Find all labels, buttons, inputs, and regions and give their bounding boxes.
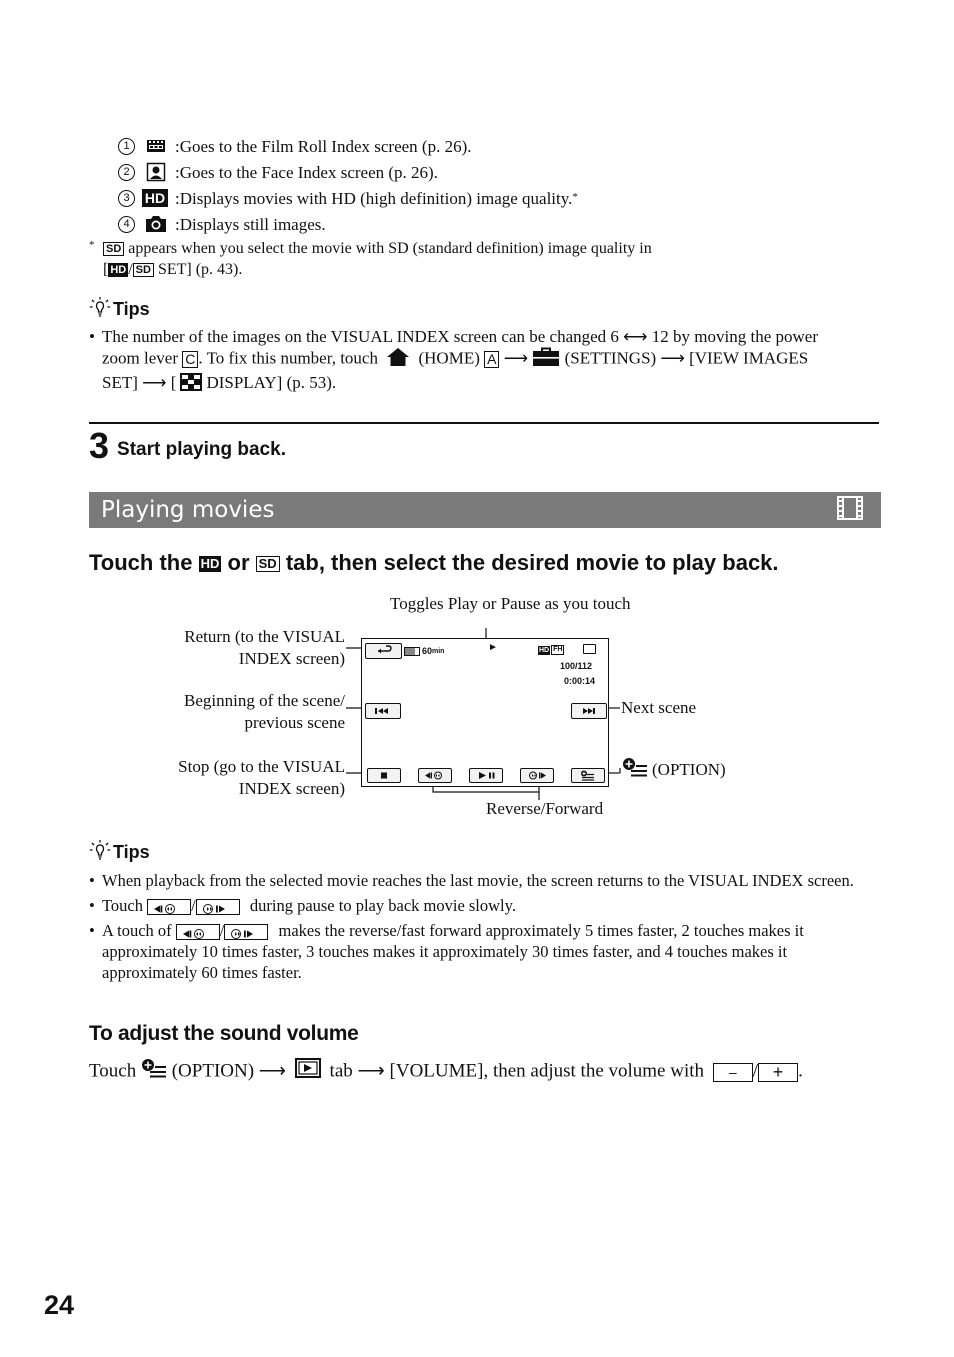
tab-list: [118, 133, 878, 237]
sd-tab-icon: SD: [256, 556, 280, 572]
camera-icon: [141, 215, 171, 233]
instruction-text: or: [227, 550, 250, 575]
item-number: 2: [118, 164, 135, 181]
volume-text: Touch: [89, 1060, 137, 1082]
tip-text: DISPLAY] (p. 53).: [206, 373, 337, 392]
banner-title: Playing movies: [101, 497, 275, 523]
footnote-text: appears when you select the movie with SD (standard definition) image quality in: [128, 240, 652, 257]
sd-icon: SD: [133, 263, 154, 277]
hd-icon: HD: [110, 264, 127, 277]
tab-item-film-roll: [118, 133, 878, 159]
battery-icon: [404, 647, 420, 656]
tips-section: [89, 297, 879, 396]
tab-item-still: [118, 211, 878, 237]
battery-unit: min: [432, 647, 445, 655]
tip-text: makes the reverse/fast forward approximately 5 times faster, 2 touches makes it approximately 10 times faster, 3 touches makes it approximately 30 times faster, and 4 touches makes it approximately 60 times faster.: [102, 921, 804, 982]
fast-reverse-icon: [176, 924, 220, 940]
bracket: [: [103, 261, 109, 278]
tip-text: SET]: [102, 373, 138, 392]
arrow-icon: ⟶: [503, 348, 529, 368]
toolbox-icon: [532, 347, 560, 372]
label-line: Beginning of the scene/: [184, 691, 345, 710]
hd-small-icon: HD: [539, 646, 550, 654]
instruction-heading: [89, 548, 889, 578]
beginning-label: [120, 690, 345, 734]
movie-film-icon: [837, 496, 863, 525]
reverse-forward-label: Reverse/Forward: [486, 799, 604, 818]
footnote-text: SET] (p. 43).: [157, 261, 243, 278]
label-line: Stop (go to the VISUAL: [178, 757, 345, 776]
slow-forward-icon: [196, 899, 240, 915]
tip-text: A touch of: [102, 921, 172, 940]
footnote-mark: *: [89, 239, 95, 251]
instruction-text: Touch the: [89, 550, 193, 575]
tip-text: Touch: [102, 896, 144, 915]
option-label: [622, 757, 726, 783]
lightbulb-icon: [89, 839, 113, 866]
play-status-indicator: ►: [488, 642, 498, 653]
slash: /: [191, 896, 196, 915]
label-line: INDEX screen): [238, 649, 345, 668]
previous-scene-button[interactable]: [365, 703, 401, 719]
step-heading: [89, 425, 286, 466]
arrow-icon: ⟶: [258, 1060, 287, 1082]
tip-item: [89, 920, 879, 983]
double-arrow-icon: ⟷: [623, 327, 648, 346]
checker-grid-icon: [180, 373, 202, 396]
instruction-text: tab, then select the desired movie to play back.: [285, 550, 779, 575]
tip-text: [VIEW IMAGES: [689, 348, 809, 368]
tips-list: [89, 870, 879, 983]
next-scene-label: Next scene: [621, 698, 697, 717]
slash: /: [219, 921, 225, 940]
footnote: [89, 238, 869, 280]
fh-label: FH: [553, 646, 563, 653]
return-button[interactable]: [365, 643, 402, 659]
item-text: :Goes to the Face Index screen (p. 26).: [175, 162, 438, 182]
tips-heading: Tips: [89, 840, 879, 864]
playback-diagram: [0, 588, 954, 828]
slow-reverse-icon: [147, 899, 191, 915]
volume-text: [VOLUME], then adjust the volume with: [389, 1060, 705, 1082]
tip-item: • When playback from the selected movie reaches the last movie, the screen returns to the VISUAL INDEX screen.: [89, 870, 879, 891]
label-line: Return (to the VISUAL: [184, 627, 345, 646]
fast-forward-icon: [224, 924, 268, 940]
tip-text: The number of the images on the VISUAL INDEX screen can be changed 6: [102, 327, 619, 346]
tip-text: [: [170, 373, 177, 392]
arrow-icon: ⟶: [660, 348, 685, 368]
option-icon: [141, 1058, 167, 1086]
tips-heading: Tips: [89, 297, 879, 321]
sd-icon: SD: [103, 242, 124, 256]
playback-tab-icon: [295, 1058, 321, 1086]
item-number: 3: [118, 190, 135, 207]
tip-text: during pause to play back movie slowly.: [249, 896, 516, 915]
tip-text: (SETTINGS): [564, 348, 657, 368]
volume-text: (OPTION): [171, 1060, 255, 1082]
letter-a-label: A: [484, 351, 499, 368]
footnote-line-2: [89, 259, 869, 280]
tip-text: zoom lever: [102, 348, 178, 368]
hd-icon: HD: [137, 189, 173, 207]
lcd-screen: [361, 638, 609, 787]
tip-text: 12 by moving the power: [651, 327, 818, 346]
step-number: 3: [89, 425, 110, 466]
slash: /: [752, 1060, 759, 1082]
card-icon: [583, 644, 596, 654]
reverse-button[interactable]: [418, 768, 452, 783]
battery-indicator: [404, 646, 444, 656]
tab-item-face-index: [118, 159, 878, 185]
item-text: :Displays still images.: [175, 214, 326, 234]
time-counter: 0:00:14: [564, 676, 596, 686]
toggle-label: Toggles Play or Pause as you touch: [390, 594, 631, 613]
battery-value: 60: [422, 646, 433, 656]
volume-plus-button: +: [758, 1063, 798, 1082]
arrow-icon: ⟶: [142, 373, 167, 392]
lightbulb-icon: [89, 296, 113, 323]
option-icon: [622, 757, 648, 783]
home-icon: [386, 347, 410, 372]
stop-label: [120, 756, 345, 800]
tip-text: (HOME): [418, 348, 480, 368]
item-number: 1: [118, 138, 135, 155]
tip-item: [89, 895, 879, 916]
volume-minus-button: –: [713, 1063, 753, 1082]
volume-instruction: [89, 1058, 889, 1086]
footnote-line-1: [89, 238, 869, 259]
tips-list: [89, 326, 879, 396]
tab-item-hd: [118, 185, 878, 211]
letter-c-label: C: [182, 351, 198, 368]
scene-counter: 100/112: [560, 661, 593, 671]
section-banner: [89, 492, 881, 528]
label-line: INDEX screen): [238, 779, 345, 798]
item-text: :Displays movies with HD (high definition) image quality.: [175, 188, 573, 208]
item-number: 4: [118, 216, 135, 233]
item-text: :Goes to the Film Roll Index screen (p. 26).: [175, 136, 472, 156]
volume-text: tab: [329, 1060, 353, 1082]
footnote-mark: *: [572, 191, 578, 203]
quality-indicator: [538, 645, 564, 655]
label-text: (OPTION): [652, 760, 726, 779]
volume-heading: To adjust the sound volume: [89, 1022, 359, 1045]
film-roll-icon: [141, 138, 171, 154]
face-index-icon: [141, 162, 171, 182]
slash: /: [128, 261, 133, 278]
arrow-icon: ⟶: [357, 1060, 385, 1082]
tip-item: [89, 326, 879, 396]
tips-section-2: [89, 840, 879, 983]
play-pause-button[interactable]: [469, 768, 503, 783]
page-number: 24: [44, 1290, 75, 1320]
stop-button[interactable]: [367, 768, 401, 783]
option-button[interactable]: [571, 768, 605, 783]
return-label: [120, 626, 345, 670]
label-line: previous scene: [244, 713, 345, 732]
forward-button[interactable]: [520, 768, 554, 783]
hd-tab-icon: HD: [200, 556, 220, 572]
section-divider: [89, 422, 879, 424]
tip-text: . To fix this number, touch: [198, 348, 378, 368]
step-title: Start playing back.: [117, 439, 286, 460]
next-scene-button[interactable]: [571, 703, 607, 719]
period: .: [798, 1060, 803, 1082]
